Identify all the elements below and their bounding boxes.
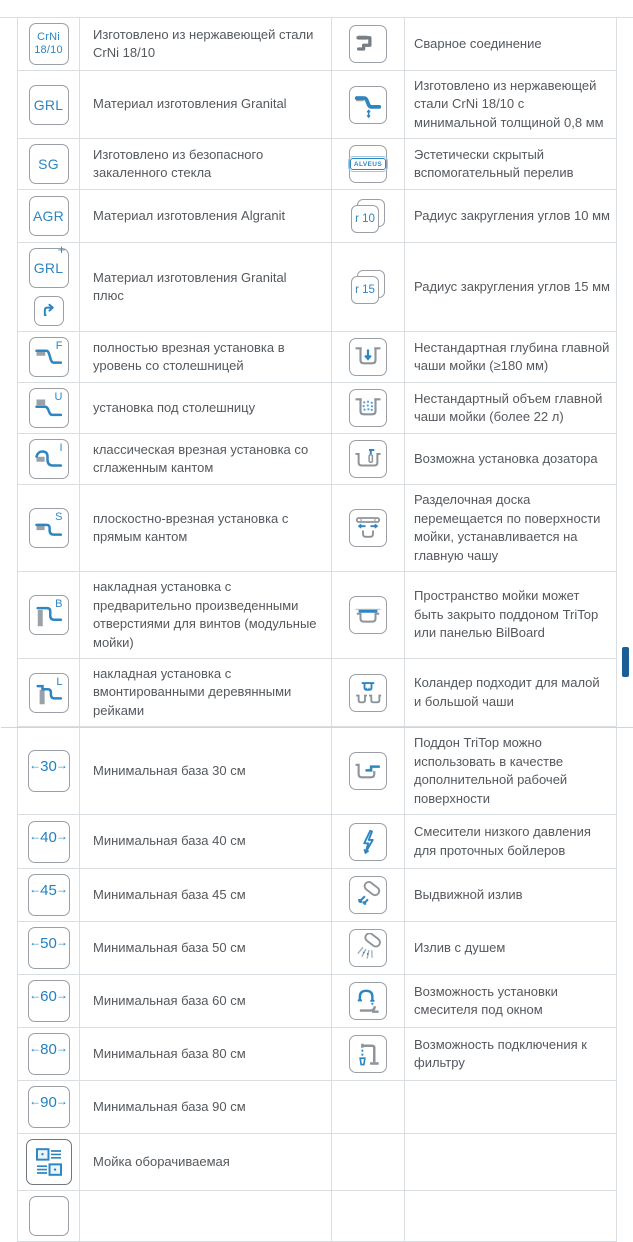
lightning-icon [349,823,387,861]
badge-label: CrNi 18/10 [34,31,63,56]
feature-description: Излив с душем [414,939,506,955]
left-text-cell [80,572,332,658]
feature-description: Минимальная база 50 см [93,939,246,955]
feature-description: Смесители низкого давления для проточных бойлеров [414,824,591,858]
feature-description: Возможность подключения к фильтру [414,1036,587,1071]
min-base-width-icon [28,927,70,969]
mount-inset-icon [29,439,69,479]
legend-row [18,332,617,383]
arrow-left-icon: ← [29,935,42,950]
left-text-cell [80,869,332,921]
shower-spout-icon [349,929,387,967]
right-text-cell [405,485,617,571]
radius-label: r 10 [355,213,375,226]
feature-description: Изготовлено из нержавеющей стали CrNi 18/10 с минимальной толщиной 0,8 мм [414,78,604,130]
legend-row [18,659,617,727]
arrow-left-icon: ← [29,1041,42,1056]
arrow-right-icon: → [55,1041,68,1056]
reversible-sink-icon [26,1139,72,1185]
feature-description: Разделочная доска перемещается по поверхности мойки, устанавливается на главную чашу [414,492,601,563]
right-text-cell [405,659,617,726]
left-icon-cell [18,18,80,70]
right-icon-cell [332,922,405,974]
scrollbar-thumb[interactable] [622,647,629,677]
arrow-right-icon: → [55,828,68,843]
feature-description: Выдвижной излив [414,886,523,902]
legend-row [18,572,617,659]
corner-radius-icon [351,270,385,304]
left-text-cell [80,485,332,571]
filter-connect-icon [349,1035,387,1073]
feature-description: Радиус закругления углов 15 мм [414,279,610,295]
feature-description: Пространство мойки может быть закрыто поддоном TriTop или панелью BilBoard [414,588,599,641]
alveus-logo: ALVEUS [350,158,385,170]
arrow-left-icon: ← [29,1094,42,1109]
feature-description: Возможна установка дозатора [414,451,598,467]
arrow-right-icon: → [55,758,68,773]
feature-description: классическая врезная установка со сглаженным кантом [93,441,309,476]
mount-modular-icon [29,595,69,635]
legend-row [18,139,617,190]
corner-radius-icon [351,199,385,233]
width-value: 30 [40,758,57,776]
feature-description: Минимальная база 45 см [93,886,246,902]
left-icon-cell [18,815,80,868]
right-icon-cell [332,243,405,331]
mount-letter: S [55,511,63,524]
mount-flush-icon [29,337,69,377]
badge-label: AGR [33,208,64,225]
feature-description: Нестандартный объем главной чаши мойки (более 22 л) [414,390,603,425]
right-text-cell [405,18,617,70]
mount-letter: B [55,598,63,611]
right-icon-cell [332,1134,405,1190]
mount-letter: L [56,675,63,688]
left-text-cell [80,1134,332,1190]
width-value: 40 [40,828,57,846]
mount-rails-icon [29,673,69,713]
left-text-cell [80,815,332,868]
bowl-volume-icon [349,389,387,427]
feature-description: Минимальная база 80 см [93,1045,246,1061]
right-text-cell [405,1134,617,1190]
left-text-cell [80,1191,332,1241]
left-text-cell [80,139,332,189]
legend-row [18,1191,617,1242]
left-text-cell [80,18,332,70]
width-value: 90 [40,1094,57,1112]
left-icon-cell [18,1028,80,1080]
min-base-width-icon [28,874,70,916]
feature-description: Минимальная база 30 см [93,763,246,779]
mount-letter: U [54,391,63,404]
feature-description: Возможность установки смесителя под окном [414,983,558,1018]
legend-row [18,1028,617,1081]
feature-description: установка под столешницу [93,400,256,416]
arrow-right-icon: → [55,988,68,1003]
right-text-cell [405,728,617,814]
right-text-cell [405,1081,617,1133]
legend-row [18,922,617,975]
right-text-cell [405,383,617,433]
right-icon-cell [332,71,405,138]
feature-description: накладная установка с предварительно произведенными отверстиями для винтов (модульные мойки) [93,579,317,650]
left-text-cell [80,975,332,1027]
feature-description: Мойка оборачиваемая [93,1153,230,1169]
right-icon-cell [332,485,405,571]
feature-description: полностью врезная установка в уровень со столешницей [93,339,285,374]
cutting-board-icon [349,509,387,547]
left-icon-cell [18,922,80,974]
right-text-cell [405,815,617,868]
right-text-cell [405,332,617,382]
legend-row [18,18,617,71]
left-icon-cell [18,332,80,382]
left-icon-cell [18,1191,80,1241]
material-badge-icon [29,23,69,65]
feature-description: Изготовлено из безопасного закаленного стекла [93,146,264,181]
mount-letter: I [59,442,63,455]
legend-row [18,190,617,243]
right-text-cell [405,1191,617,1241]
clipped-icon [29,1196,69,1236]
feature-description: Минимальная база 60 см [93,992,246,1008]
right-icon-cell [332,1028,405,1080]
legend-row [18,383,617,434]
pullout-spout-icon [349,876,387,914]
steel-thickness-icon [349,86,387,124]
legend-row [18,1081,617,1134]
right-icon-cell [332,190,405,242]
legend-row [18,243,617,332]
right-icon-cell [332,383,405,433]
right-text-cell [405,243,617,331]
width-value: 80 [40,1041,57,1059]
right-icon-cell [332,975,405,1027]
sink-features-legend-page [0,17,633,1169]
min-base-width-icon [28,750,70,792]
right-text-cell [405,71,617,138]
right-text-cell [405,139,617,189]
right-text-cell [405,869,617,921]
left-text-cell [80,71,332,138]
feature-description: Нестандартная глубина главной чаши мойки (≥180 мм) [414,339,610,374]
mount-letter: F [55,340,63,353]
colander-icon [349,674,387,712]
feature-description: Минимальная база 40 см [93,833,246,849]
legend-row [18,71,617,139]
legend-row [18,485,617,572]
material-badge-icon [29,144,69,184]
legend-row [18,869,617,922]
left-icon-cell [18,485,80,571]
feature-description: плоскостно-врезная установка с прямым кантом [93,510,289,545]
dispenser-icon [349,440,387,478]
mount-flat-icon [29,508,69,548]
feature-description: Эстетически скрытый вспомогательный перелив [414,146,574,181]
material-badge-icon [29,85,69,125]
tritop-cover-icon [349,596,387,634]
right-text-cell [405,434,617,484]
min-base-width-icon [28,980,70,1022]
feature-description: Изготовлено из нержавеющей стали CrNi 18/10 [93,26,314,60]
arrow-left-icon: ← [29,988,42,1003]
arrow-right-icon: → [55,1094,68,1109]
min-base-width-icon [28,821,70,863]
legend-row [18,434,617,485]
right-text-cell [405,572,617,658]
left-icon-cell [18,243,80,331]
right-icon-cell [332,1081,405,1133]
legend-table [17,18,617,1242]
right-icon-cell [332,1191,405,1241]
plus-sup: + [57,242,66,258]
right-icon-cell [332,434,405,484]
left-icon-cell [18,434,80,484]
width-value: 60 [40,988,57,1006]
left-icon-cell [18,1081,80,1133]
right-icon-cell [332,869,405,921]
left-text-cell [80,332,332,382]
feature-description: накладная установка с вмонтированными деревянными рейками [93,665,292,718]
left-text-cell [80,728,332,814]
badge-label: SG [38,156,59,173]
tritop-worktop-icon [349,752,387,790]
right-text-cell [405,922,617,974]
right-icon-cell [332,139,405,189]
legend-row [18,728,617,815]
arrow-left-icon: ← [29,758,42,773]
left-text-cell [80,190,332,242]
arrow-left-icon: ← [29,882,42,897]
left-text-cell [80,922,332,974]
left-icon-cell [18,728,80,814]
radius-label: r 15 [355,284,375,297]
hidden-overflow-icon [349,145,387,183]
right-icon-cell [332,18,405,70]
left-text-cell [80,383,332,433]
material-badge-icon [29,242,69,288]
right-icon-cell [332,815,405,868]
arrow-right-icon: → [55,935,68,950]
left-text-cell [80,1081,332,1133]
feature-description: Минимальная база 90 см [93,1098,246,1114]
feature-description: Коландер подходит для малой и большой чаши [414,675,600,709]
badge-label: GRL [33,96,64,113]
left-icon-cell [18,975,80,1027]
left-icon-cell [18,869,80,921]
feature-description: Сварное соединение [414,35,542,51]
min-base-width-icon [28,1033,70,1075]
left-text-cell [80,1028,332,1080]
left-text-cell [80,659,332,726]
width-value: 45 [40,882,57,900]
left-icon-cell [18,1134,80,1190]
right-icon-cell [332,728,405,814]
arrow-right-icon: → [55,882,68,897]
left-icon-cell [18,190,80,242]
arrow-left-icon: ← [29,828,42,843]
material-badge-icon [29,196,69,236]
mount-under-icon [29,388,69,428]
badge-label: GRL [33,260,64,277]
window-faucet-icon [349,982,387,1020]
feature-description: Материал изготовления Granital плюс [93,269,287,304]
feature-description: Материал изготовления Granital [93,96,287,112]
width-value: 50 [40,935,57,953]
legend-row [18,975,617,1028]
right-text-cell [405,1028,617,1080]
right-icon-cell [332,332,405,382]
right-text-cell [405,190,617,242]
right-icon-cell [332,659,405,726]
left-text-cell [80,434,332,484]
left-text-cell [80,243,332,331]
left-icon-cell [18,383,80,433]
bowl-depth-icon [349,338,387,376]
left-icon-cell [18,71,80,138]
right-icon-cell [332,572,405,658]
feature-description: Материал изготовления Algranit [93,208,286,224]
left-icon-cell [18,659,80,726]
legend-row [18,815,617,869]
min-base-width-icon [28,1086,70,1128]
left-icon-cell [18,572,80,658]
left-icon-cell [18,139,80,189]
feature-description: Поддон TriTop можно использовать в качестве дополнительной рабочей поверхности [414,735,568,806]
rotate-icon [34,296,64,326]
right-text-cell [405,975,617,1027]
feature-description: Радиус закругления углов 10 мм [414,208,610,224]
weld-joint-icon [349,25,387,63]
legend-row [18,1134,617,1191]
